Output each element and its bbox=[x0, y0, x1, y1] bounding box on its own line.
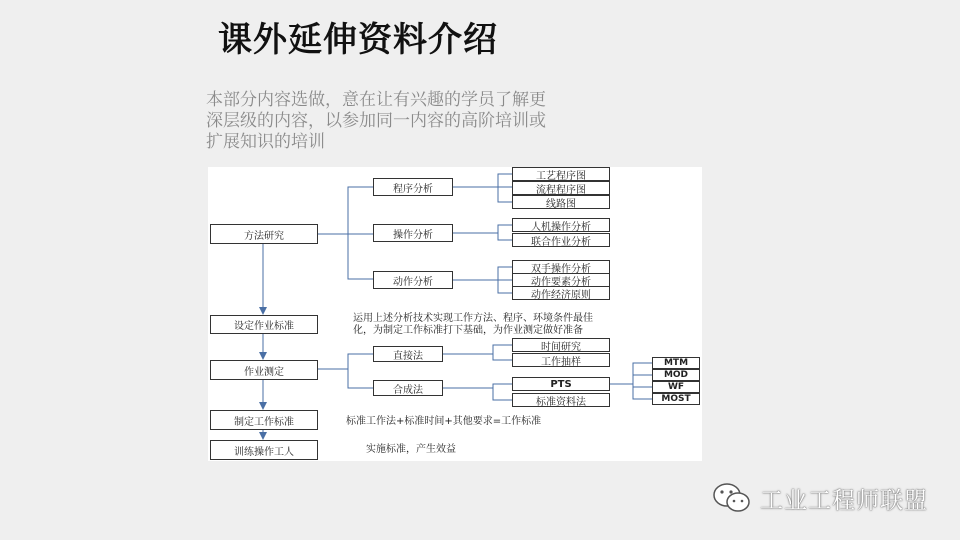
make-standard-box: 制定工作标准 bbox=[210, 410, 318, 430]
standard-note: 化，为制定工作标准打下基础，为作业测定做好准备 bbox=[353, 325, 583, 336]
direct-method-box: 直接法 bbox=[373, 346, 443, 362]
motion-item: 动作要素分析 bbox=[512, 273, 610, 287]
process-item: 流程程序图 bbox=[512, 181, 610, 195]
process-item: 工艺程序图 bbox=[512, 167, 610, 181]
motion-item: 动作经济原则 bbox=[512, 286, 610, 300]
pts-system-box: WF bbox=[652, 381, 700, 393]
train-workers-box: 训练操作工人 bbox=[210, 440, 318, 460]
pts-box: PTS bbox=[512, 377, 610, 391]
motion-analysis-box: 动作分析 bbox=[373, 271, 453, 289]
direct-item: 工作抽样 bbox=[512, 353, 610, 367]
operation-item: 人机操作分析 bbox=[512, 218, 610, 232]
formula-note: 标准工作法+标准时间+其他要求=工作标准 bbox=[346, 416, 542, 427]
motion-item: 双手操作分析 bbox=[512, 260, 610, 274]
method-study-box: 方法研究 bbox=[210, 224, 318, 244]
pts-system-box: MTM bbox=[652, 357, 700, 369]
synthetic-item: 标准资料法 bbox=[512, 393, 610, 407]
synthetic-method-box: 合成法 bbox=[373, 380, 443, 396]
set-standard-box: 设定作业标准 bbox=[210, 315, 318, 334]
operation-item: 联合作业分析 bbox=[512, 233, 610, 247]
intro-line: 扩展知识的培训 bbox=[206, 132, 325, 152]
flow-diagram bbox=[208, 167, 702, 461]
operation-analysis-box: 操作分析 bbox=[373, 224, 453, 242]
work-measurement-box: 作业测定 bbox=[210, 360, 318, 380]
wechat-icon bbox=[712, 481, 752, 515]
direct-item: 时间研究 bbox=[512, 338, 610, 352]
watermark bbox=[712, 478, 928, 518]
intro-text bbox=[206, 90, 586, 153]
process-analysis-box: 程序分析 bbox=[373, 178, 453, 196]
process-item: 线路图 bbox=[512, 195, 610, 209]
result-note: 实施标准，产生效益 bbox=[366, 444, 456, 455]
intro-line: 深层级的内容，以参加同一内容的高阶培训或 bbox=[206, 111, 546, 131]
watermark-text: 工业工程师联盟 bbox=[760, 487, 928, 514]
page-title: 课外延伸资料介绍 bbox=[218, 20, 498, 60]
standard-note: 运用上述分析技术实现工作方法、程序、环境条件最佳 bbox=[353, 313, 593, 324]
intro-line: 本部分内容选做，意在让有兴趣的学员了解更 bbox=[206, 90, 546, 110]
pts-system-box: MOST bbox=[652, 393, 700, 405]
pts-system-box: MOD bbox=[652, 369, 700, 381]
